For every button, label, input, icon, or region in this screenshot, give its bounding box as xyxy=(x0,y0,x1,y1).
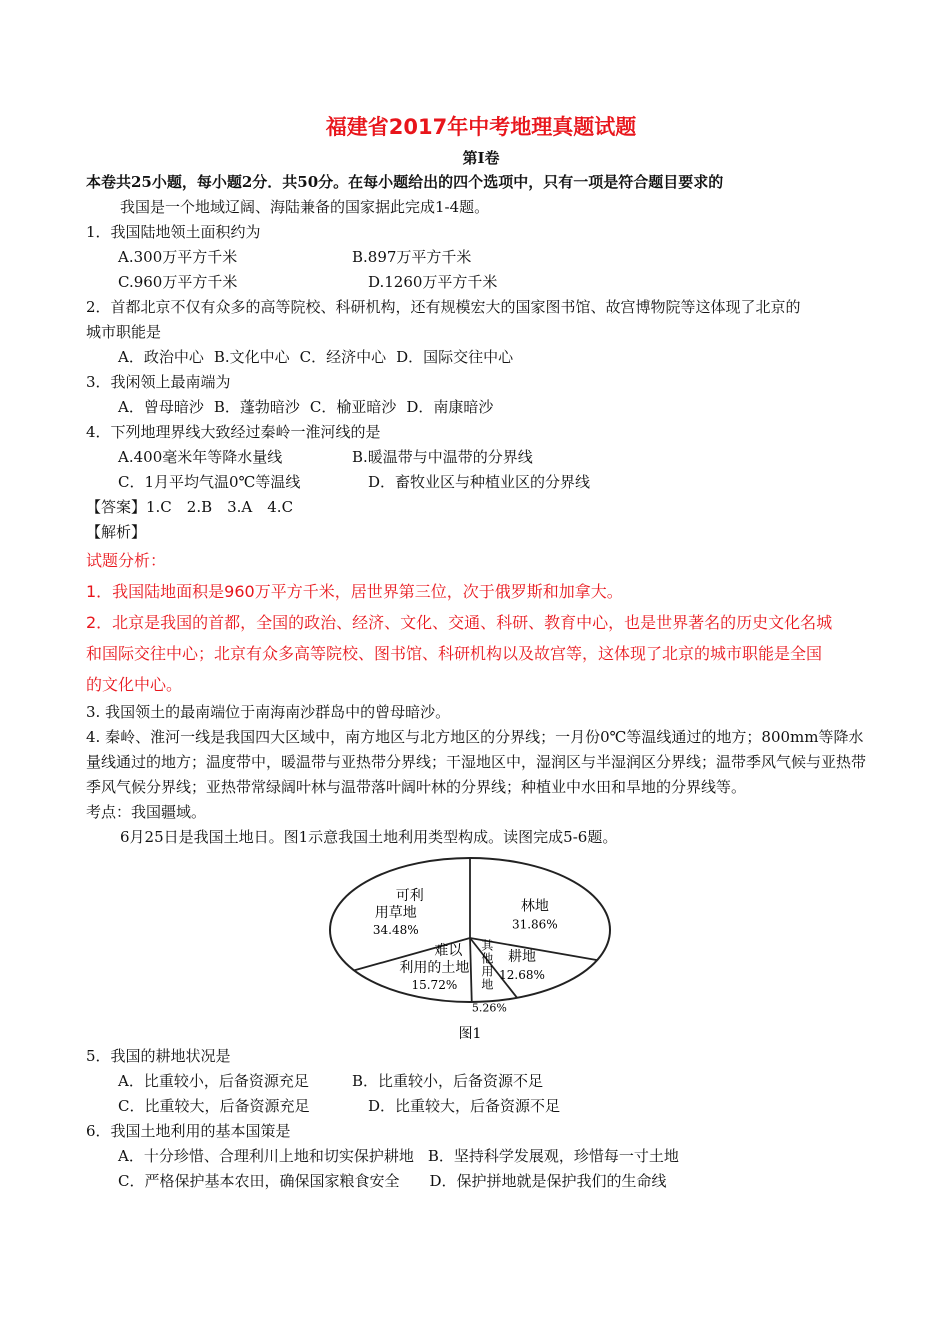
question-stem: 1．我国陆地领土面积约为 xyxy=(86,223,261,241)
option[interactable]: A．曾母暗沙 xyxy=(118,398,204,416)
option-row xyxy=(86,245,876,270)
option[interactable]: A.400毫米年等降水量线 xyxy=(118,448,283,466)
option[interactable]: B．比重较小，后备资源不足 xyxy=(352,1072,544,1090)
option[interactable]: D．比重较大，后备资源不足 xyxy=(368,1097,561,1115)
option-row xyxy=(86,445,876,470)
pie-slice-value: 12.68% xyxy=(499,968,545,983)
exam-page xyxy=(86,112,876,1194)
page-title: 福建省2017年中考地理真题试题 xyxy=(325,115,637,139)
pie-slice-label: 林地 xyxy=(520,898,549,915)
option-row xyxy=(86,345,876,370)
option[interactable]: C．比重较大，后备资源充足 xyxy=(118,1097,310,1115)
option[interactable]: B.暖温带与中温带的分界线 xyxy=(352,448,533,466)
option[interactable]: D．保护拼地就是保护我们的生命线 xyxy=(429,1172,667,1190)
pie-slice-value: 31.86% xyxy=(511,917,558,932)
kaodian: 考点：我国疆域。 xyxy=(86,803,207,821)
option-row xyxy=(86,395,876,420)
question-stem: 6．我国土地利用的基本国策是 xyxy=(86,1122,291,1140)
analysis-2a: 2．北京是我国的首都，全国的政治、经济、文化、交通、科研、教育中心，也是世界著名的历史文化名城 xyxy=(86,613,833,632)
pie-slice-value: 5.26% xyxy=(471,1001,507,1015)
analysis-4: 4. 秦岭、淮河一线是我国四大区域中，南方地区与北方地区的分界线；一月份0℃等温线通过的地方；800mm等降水量线通过的地方；温度带中，暖温带与亚热带分界线；干湿地区中，湿润区与半湿润区分界线；温带季风气候与亚热带季风气候分界线；亚热带常绿阔叶林与温带落叶阔叶林的分界线；种植业中水田和旱地的分界线等。 xyxy=(86,728,867,796)
pie-slice-value: 34.48% xyxy=(372,922,419,937)
option[interactable]: A．十分珍惜、合理利川上地和切实保护耕地 xyxy=(118,1147,414,1165)
option[interactable]: A.300万平方千米 xyxy=(118,248,238,266)
land-use-pie-chart xyxy=(324,854,614,1044)
option[interactable]: D．国际交往中心 xyxy=(396,348,514,366)
pie-slice-label: 利用的土地 xyxy=(399,960,470,977)
figure-1 xyxy=(86,854,876,1044)
option[interactable]: D.1260万平方千米 xyxy=(368,273,498,291)
question-stem-cont: 城市职能是 xyxy=(86,323,162,341)
option[interactable]: B.文化中心 xyxy=(213,348,290,366)
pie-slice-label: 用 xyxy=(481,964,494,979)
question-group-a xyxy=(86,220,876,495)
pie-slice-value: 15.72% xyxy=(411,978,458,993)
pie-slice-label: 耕地 xyxy=(508,949,537,966)
question-group-b xyxy=(86,1044,876,1194)
question-stem: 2．首都北京不仅有众多的高等院校、科研机构，还有规模宏大的国家图书馆、故宫博物院等这体现了北京的 xyxy=(86,298,801,316)
pie-slice-label: 可利 xyxy=(395,887,424,904)
analysis-head: 试题分析： xyxy=(86,551,167,570)
option[interactable]: D．南康暗沙 xyxy=(406,398,494,416)
option[interactable]: B．蓬勃暗沙 xyxy=(213,398,300,416)
analysis-label: 【解析】 xyxy=(86,523,147,541)
option[interactable]: A．政治中心 xyxy=(118,348,204,366)
question-stem: 4．下列地理界线大致经过秦岭一淮河线的是 xyxy=(86,423,381,441)
option[interactable]: C．1月平均气温0℃等温线 xyxy=(118,473,301,491)
figure-caption: 图1 xyxy=(458,1026,482,1042)
option-row xyxy=(86,1144,876,1169)
option[interactable]: B．坚持科学发展观，珍惜每一寸土地 xyxy=(427,1147,679,1165)
option[interactable]: C.960万平方千米 xyxy=(118,273,238,291)
option-row xyxy=(86,1094,876,1119)
intro-2: 6月25日是我国土地日。图1示意我国土地利用类型构成。读图完成5-6题。 xyxy=(120,828,618,846)
option[interactable]: B.897万平方千米 xyxy=(352,248,472,266)
volume-label: 第Ⅰ卷 xyxy=(462,149,500,167)
pie-slice-label: 难以 xyxy=(434,943,463,960)
question-stem: 3．我闲领上最南端为 xyxy=(86,373,231,391)
pie-slice-label: 其 xyxy=(481,938,494,953)
pie-slice-label: 地 xyxy=(481,977,494,992)
pie-slice-label: 用草地 xyxy=(374,904,417,921)
intro-1: 我国是一个地域辽阔、海陆兼备的国家据此完成1-4题。 xyxy=(120,198,490,216)
option[interactable]: A．比重较小，后备资源充足 xyxy=(118,1072,309,1090)
option[interactable]: D．畜牧业区与种植业区的分界线 xyxy=(368,473,591,491)
option-row xyxy=(86,1069,876,1094)
option[interactable]: C．严格保护基本农田，确保国家粮食安全 xyxy=(118,1172,400,1190)
pie-slice-label: 他 xyxy=(481,951,494,966)
option-row xyxy=(86,470,876,495)
question-stem: 5．我国的耕地状况是 xyxy=(86,1047,231,1065)
option-row xyxy=(86,270,876,295)
analysis-2c: 的文化中心。 xyxy=(86,675,183,694)
analysis-2b: 和国际交往中心；北京有众多高等院校、图书馆、科研机构以及故宫等，这体现了北京的城市职能是全国 xyxy=(86,644,823,663)
analysis-1: 1．我国陆地面积是960万平方千米，居世界第三位，次于俄罗斯和加拿大。 xyxy=(86,582,623,601)
option-row xyxy=(86,1169,876,1194)
option[interactable]: C．榆亚暗沙 xyxy=(309,398,397,416)
analysis-3: 3. 我国领土的最南端位于南海南沙群岛中的曾母暗沙。 xyxy=(86,703,451,721)
option[interactable]: C．经济中心 xyxy=(299,348,387,366)
instruction: 本卷共25小题，每小题2分．共50分。在每小题给出的四个选项中，只有一项是符合题目要求的 xyxy=(86,173,724,191)
answer-line: 【答案】1.C 2.B 3.A 4.C xyxy=(86,498,294,516)
